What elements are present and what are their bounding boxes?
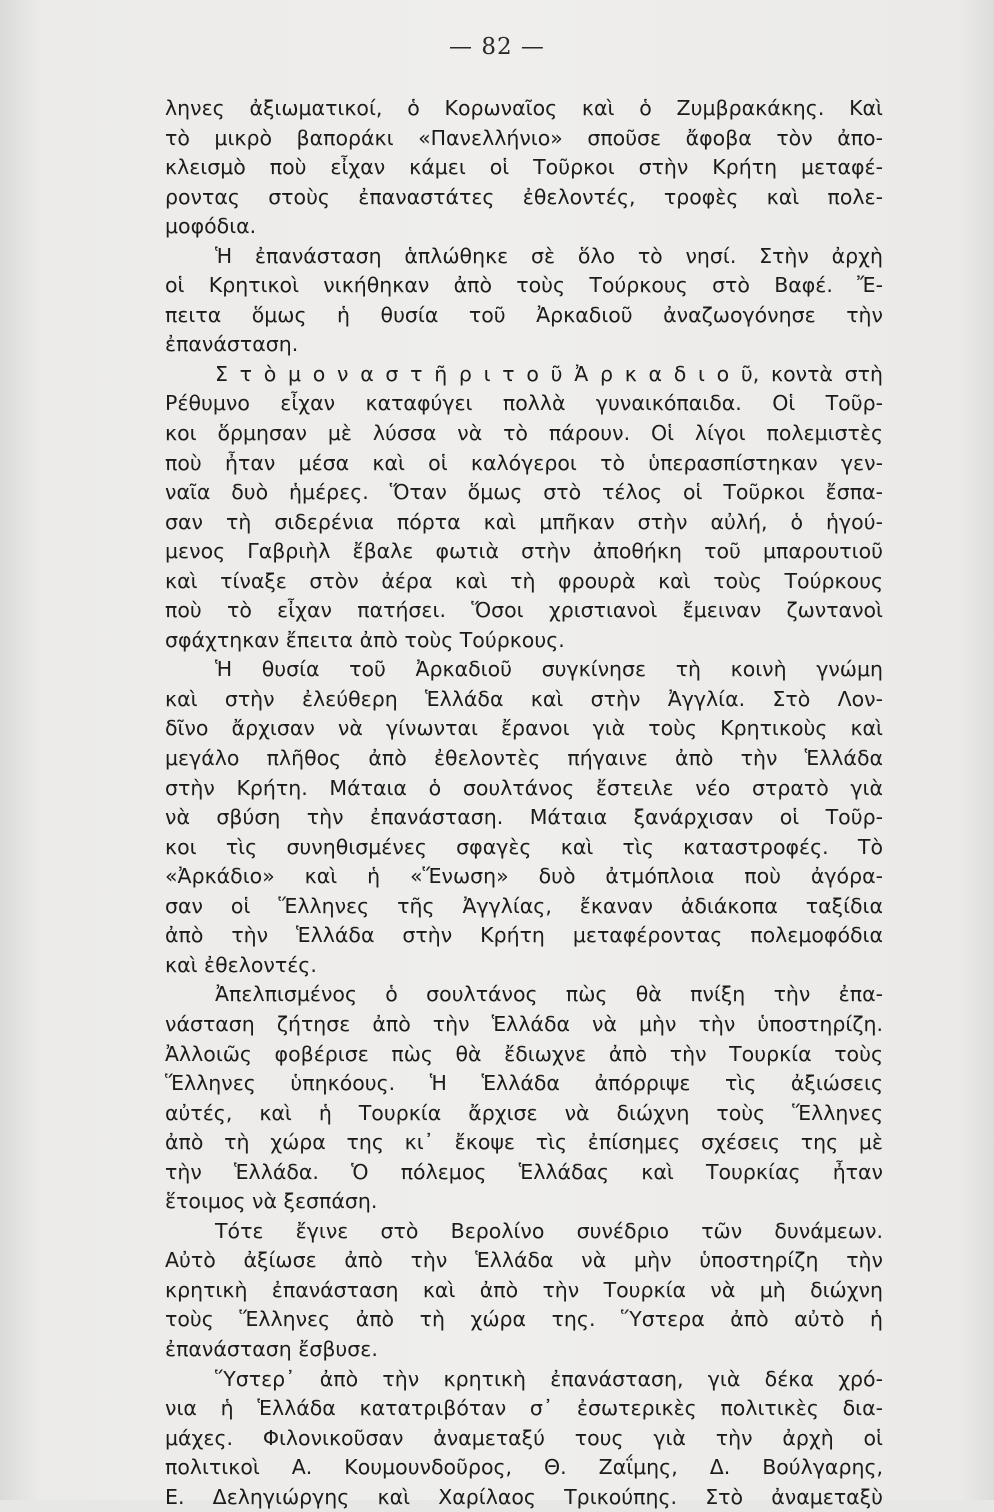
text-line: ποὺ τὸ εἶχαν πατήσει. Ὅσοι χριστιανοὶ ἔμειναν ζωντανοὶ xyxy=(165,598,883,623)
text-line: σαν τὴ σιδερένια πόρτα καὶ μπῆκαν στὴν αὐλή, ὁ ἡγού- xyxy=(165,509,883,534)
text-line: κλεισμὸ ποὺ εἶχαν κάμει οἱ Τοῦρκοι στὴν Κρήτη μεταφέ- xyxy=(165,155,883,180)
text-line: καὶ ἐθελοντές. xyxy=(165,952,317,977)
text-line: Τότε ἔγινε στὸ Βερολίνο συνέδριο τῶν δυνάμεων. xyxy=(215,1218,883,1243)
text-line: ἀπὸ τὴ χώρα της κι᾿ ἔκοψε τὶς ἐπίσημες σχέσεις της μὲ xyxy=(165,1130,883,1155)
text-line: τοὺς Ἕλληνες ἀπὸ τὴ χώρα της. Ὕστερα ἀπὸ αὐτὸ ἡ xyxy=(165,1307,883,1332)
text-line: πολιτικοὶ Α. Κουμουνδοῦρος, Θ. Ζαΐμης, Δ. Βούλγαρης, xyxy=(165,1455,883,1480)
text-line: στὴν Κρήτη. Μάταια ὁ σουλτάνος ἔστειλε νέο στρατὸ γιὰ xyxy=(165,775,883,800)
text-line: σφάχτηκαν ἔπειτα ἀπὸ τοὺς Τούρκους. xyxy=(165,627,565,652)
text-line: μεγάλο πλῆθος ἀπὸ ἐθελοντὲς πήγαινε ἀπὸ τὴν Ἑλλάδα xyxy=(165,746,883,771)
text-line: νια ἡ Ἑλλάδα κατατριβόταν σ᾿ ἐσωτερικὲς πολιτικὲς δια- xyxy=(165,1396,883,1421)
text-line: νὰ σβύση τὴν ἐπανάσταση. Μάταια ξανάρχισαν οἱ Τοῦρ- xyxy=(165,805,883,830)
text-line: Ε. Δεληγιώργης καὶ Χαρίλαος Τρικούπης. Στὸ ἀναμεταξὺ xyxy=(165,1484,883,1509)
text-line: κοι ὅρμησαν μὲ λύσσα νὰ τὸ πάρουν. Οἱ λίγοι πολεμιστὲς xyxy=(165,421,883,446)
text-line: μάχες. Φιλονικοῦσαν ἀναμεταξύ τους γιὰ τὴν ἀρχὴ οἱ xyxy=(165,1425,883,1450)
text-line: τὸ μικρὸ βαποράκι «Πανελλήνιο» σποῦσε ἄφοβα τὸν ἀπο- xyxy=(165,125,883,150)
text-line: πειτα ὅμως ἡ θυσία τοῦ Ἀρκαδιοῦ ἀναζωογόνησε τὴν xyxy=(165,302,883,327)
text-line: κρητικὴ ἐπανάσταση καὶ ἀπὸ τὴν Τουρκία νὰ μὴ διώχνη xyxy=(165,1277,883,1302)
text-line: Ἡ θυσία τοῦ Ἀρκαδιοῦ συγκίνησε τὴ κοινὴ γνώμη xyxy=(215,657,883,682)
text-line: ποὺ ἦταν μέσα καὶ οἱ καλόγεροι τὸ ὑπερασπίστηκαν γεν- xyxy=(165,450,883,475)
text-line: καὶ στὴν ἐλεύθερη Ἑλλάδα καὶ στὴν Ἀγγλία. Στὸ Λον- xyxy=(165,686,883,711)
text-line: Ἡ ἐπανάσταση ἁπλώθηκε σὲ ὅλο τὸ νησί. Στὴν ἀρχὴ xyxy=(215,243,883,268)
text-line: Ἀλλοιῶς φοβέρισε πὼς θὰ ἔδιωχνε ἀπὸ τὴν Τουρκία τοὺς xyxy=(165,1041,883,1066)
text-line: τὴν Ἑλλάδα. Ὁ πόλεμος Ἑλλάδας καὶ Τουρκίας ἦταν xyxy=(165,1159,883,1184)
text-line: κοι τὶς συνηθισμένες σφαγὲς καὶ τὶς καταστροφές. Τὸ xyxy=(165,834,883,859)
text-line: ληνες ἀξιωματικοί, ὁ Κορωναῖος καὶ ὁ Ζυμβρακάκης. Καὶ xyxy=(165,96,883,120)
text-line: Αὐτὸ ἀξίωσε ἀπὸ τὴν Ἑλλάδα νὰ μὴν ὑποστηρίζη τὴν xyxy=(165,1248,883,1273)
text-line: ἐπανάσταση. xyxy=(165,332,299,357)
text-line: αὐτές, καὶ ἡ Τουρκία ἄρχισε νὰ διώχνη τοὺς Ἕλληνες xyxy=(165,1100,883,1125)
text-line: ἀπὸ τὴν Ἑλλάδα στὴν Κρήτη μεταφέροντας πολεμοφόδια xyxy=(165,923,883,948)
text-line: Ὕστερ᾿ ἀπὸ τὴν κρητικὴ ἐπανάσταση, γιὰ δέκα χρό- xyxy=(215,1366,883,1391)
text-line: μενος Γαβριὴλ ἔβαλε φωτιὰ στὴν ἀποθήκη τοῦ μπαρουτιοῦ xyxy=(165,539,883,564)
text-line: Σ τ ὸ μ ο ν α σ τ ῆ ρ ι τ ο ῦ Ἀ ρ κ α δ ι ο ῦ, κοντὰ στὴ xyxy=(215,361,883,386)
text-line: Ἀπελπισμένος ὁ σουλτάνος πὼς θὰ πνίξη τὴν ἐπα- xyxy=(215,982,883,1007)
text-line: ναῖα δυὸ ἡμέρες. Ὅταν ὅμως στὸ τέλος οἱ Τοῦρκοι ἔσπα- xyxy=(165,480,883,505)
page-number: — 82 — xyxy=(449,34,545,60)
body-text xyxy=(165,94,883,1512)
text-line: ἐπανάσταση ἔσβυσε. xyxy=(165,1336,378,1361)
text-line: δῖνο ἄρχισαν νὰ γίνωνται ἔρανοι γιὰ τοὺς Κρητικοὺς καὶ xyxy=(165,716,883,741)
text-line: μοφόδια. xyxy=(165,214,257,239)
text-line: νάσταση ζήτησε ἀπὸ τὴν Ἑλλάδα νὰ μὴν τὴν ὑποστηρίζη. xyxy=(165,1011,883,1036)
text-line: «Ἀρκάδιο» καὶ ἡ «Ἕνωση» δυὸ ἀτμόπλοια ποὺ ἀγόρα- xyxy=(165,864,883,889)
text-line: ροντας στοὺς ἐπαναστάτες ἐθελοντές, τροφὲς καὶ πολε- xyxy=(165,184,883,209)
text-line: ἕτοιμος νὰ ξεσπάση. xyxy=(165,1189,378,1214)
text-line: Ἕλληνες ὑπηκόους. Ἡ Ἑλλάδα ἀπόρριψε τὶς ἀξιώσεις xyxy=(165,1071,883,1096)
text-line: καὶ τίναξε στὸν ἀέρα καὶ τὴ φρουρὰ καὶ τοὺς Τούρκους xyxy=(165,568,883,593)
text-line: Ρέθυμνο εἶχαν καταφύγει πολλὰ γυναικόπαιδα. Οἱ Τοῦρ- xyxy=(165,391,883,416)
text-line: σαν οἱ Ἕλληνες τῆς Ἀγγλίας, ἔκαναν ἀδιάκοπα ταξίδια xyxy=(165,893,883,918)
text-line: οἱ Κρητικοὶ νικήθηκαν ἀπὸ τοὺς Τούρκους στὸ Βαφέ. Ἔ- xyxy=(165,273,883,298)
